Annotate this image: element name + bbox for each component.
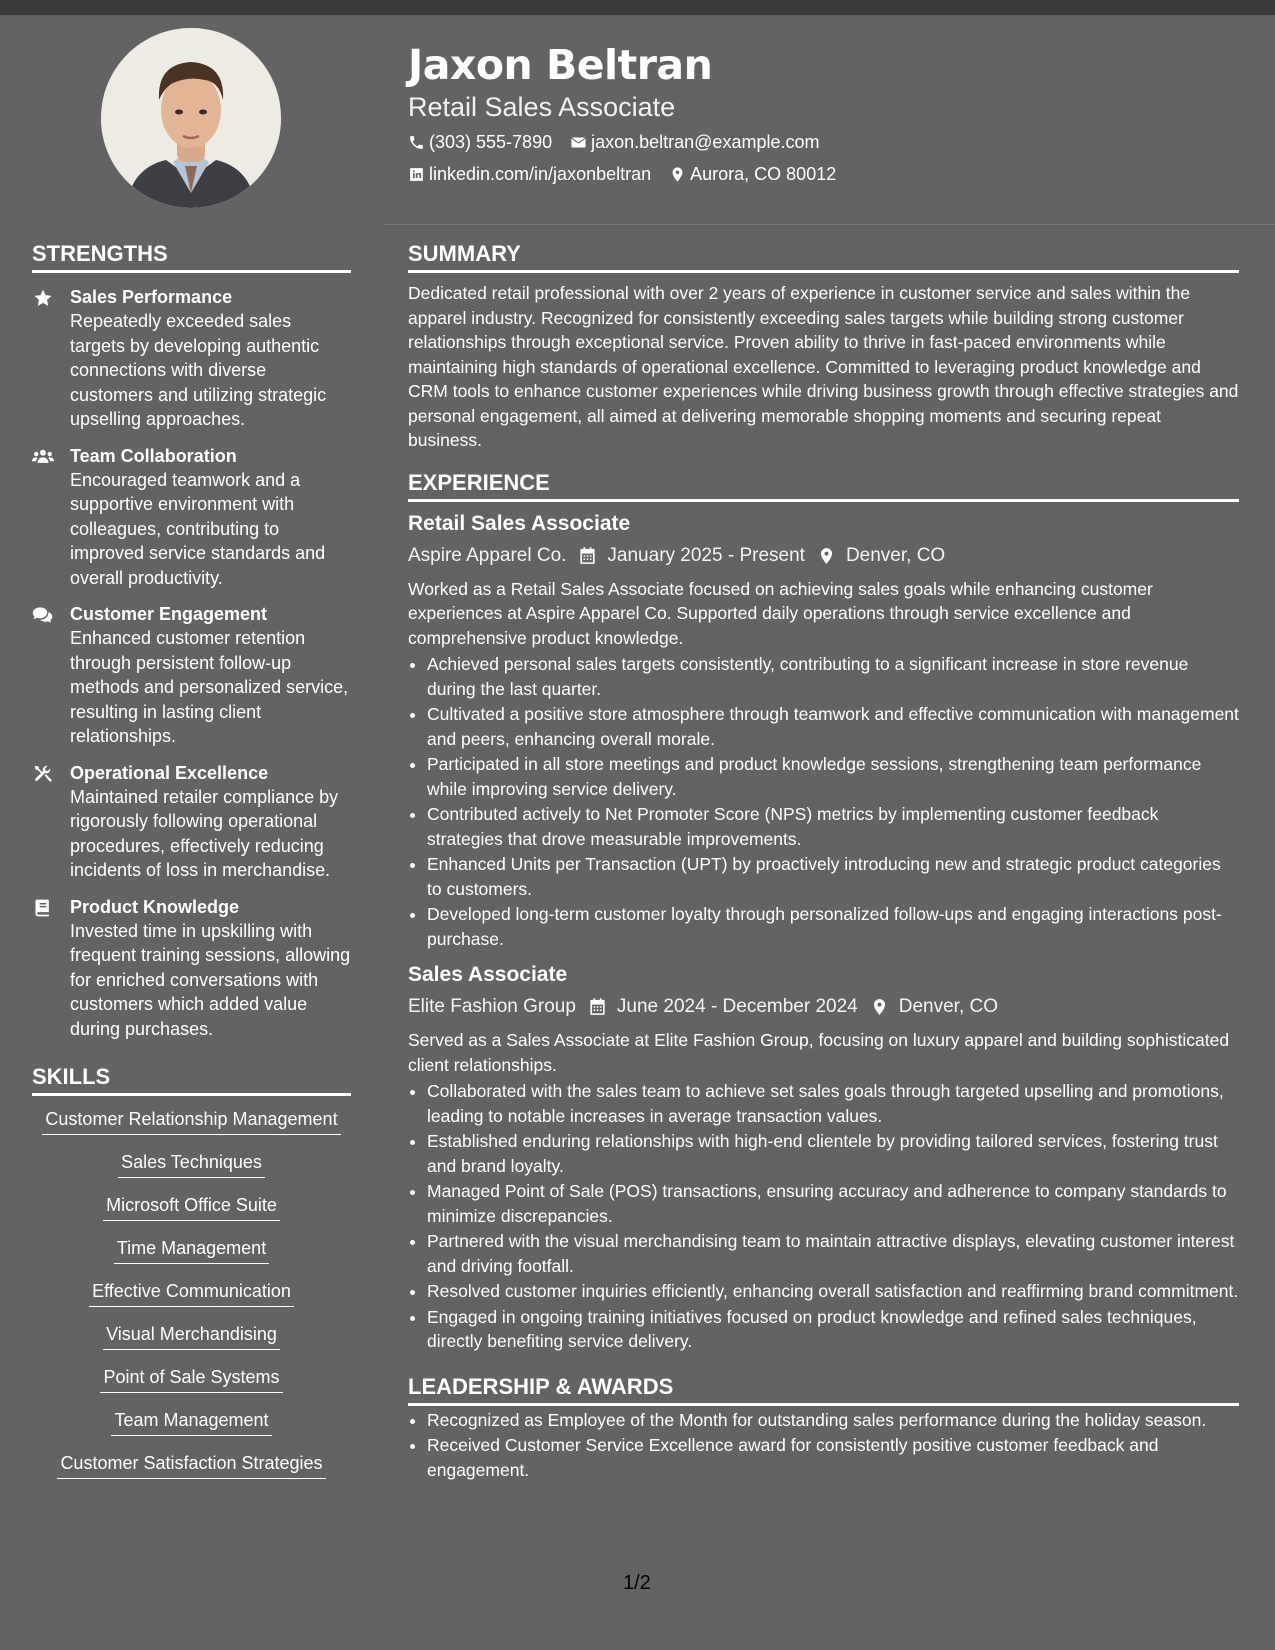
bullet-item: • Managed Point of Sale (POS) transactions, ensuring accuracy and adherence to company standards to minimize discrepancies. <box>427 1179 1239 1228</box>
strength-item <box>32 895 351 1042</box>
comments-icon <box>32 605 54 625</box>
phone-contact[interactable] <box>408 130 552 154</box>
linkedin-contact[interactable] <box>408 162 651 186</box>
job-location: Denver, CO <box>870 994 998 1020</box>
strength-item <box>32 285 351 432</box>
award-item: • Received Customer Service Excellence award for consistently positive customer feedback and engagement. <box>427 1433 1239 1482</box>
map-pin-icon <box>669 166 686 183</box>
skill-list <box>32 1107 351 1494</box>
users-icon <box>32 447 54 467</box>
map-pin-icon <box>870 997 889 1017</box>
job-description: Served as a Sales Associate at Elite Fashion Group, focusing on luxury apparel and building sophisticated client relationships. <box>408 1030 1230 1075</box>
skill-tag: Sales Techniques <box>118 1150 265 1178</box>
job-bullets <box>408 652 1239 951</box>
strength-desc: Maintained retailer compliance by rigorously following operational procedures, effectively reducing incidents of loss in merchandise. <box>70 786 339 880</box>
skill-tag: Microsoft Office Suite <box>103 1193 280 1221</box>
contact-row-1 <box>408 130 1248 154</box>
page-number: 1/2 <box>623 1572 651 1594</box>
job-description: Worked as a Retail Sales Associate focused on achieving sales goals while enhancing customer experiences at Aspire Apparel Co. Supported daily operations through service excellence and comprehensive product knowledge. <box>408 578 1153 648</box>
candidate-name: Jaxon Beltran <box>408 41 713 89</box>
strength-item <box>32 444 351 591</box>
leadership-heading: LEADERSHIP & AWARDS <box>408 1373 1239 1406</box>
phone-text: (303) 555-7890 <box>429 132 553 152</box>
job-meta <box>408 994 1239 1020</box>
bullet-item: • Achieved personal sales targets consistently, contributing to a significant increase in store revenue during the last quarter. <box>427 652 1239 701</box>
skill-tag: Time Management <box>114 1236 269 1264</box>
skill-tag: Point of Sale Systems <box>100 1365 282 1393</box>
bullet-item: • Partnered with the visual merchandising team to maintain attractive displays, elevating customer interest and driving footfall. <box>427 1229 1239 1278</box>
skill-tag: Customer Satisfaction Strategies <box>57 1451 325 1479</box>
leadership-list <box>408 1408 1239 1483</box>
job-company: Aspire Apparel Co. <box>408 544 567 566</box>
calendar-icon <box>578 546 597 566</box>
experience-heading: EXPERIENCE <box>408 469 1239 502</box>
calendar-icon <box>588 997 607 1017</box>
job-dates: June 2024 - December 2024 <box>588 994 858 1020</box>
summary-text: Dedicated retail professional with over 2 years of experience in customer service and sales within the apparel industry. Recognized for consistently exceeding sales targets while building strong customer relationships through exceptional service. Proven ability to thrive in fast-paced environments while maintaining high standards of operational excellence. Committed to leveraging product knowledge and CRM tools to enhance customer experiences while driving business growth through effective strategies and personal engagement, all aimed at delivering memorable shopping moments and securing repeat business. <box>408 283 1239 450</box>
strength-desc: Enhanced customer retention through persistent follow-up methods and personalized service, resulting in lasting client relationships. <box>70 628 349 746</box>
skill-tag: Customer Relationship Management <box>42 1107 340 1135</box>
award-item: • Recognized as Employee of the Month for outstanding sales performance during the holiday season. <box>427 1408 1239 1433</box>
bullet-item: • Cultivated a positive store atmosphere through teamwork and effective communication with management and peers, enhancing overall morale. <box>427 702 1239 751</box>
envelope-icon <box>570 134 587 151</box>
job-location: Denver, CO <box>817 543 945 569</box>
strengths-heading: STRENGTHS <box>32 240 351 273</box>
strength-title: Sales Performance <box>70 287 233 307</box>
star-icon <box>32 288 54 308</box>
strength-desc: Encouraged teamwork and a supportive environment with colleagues, contributing to improved service standards and overall productivity. <box>70 469 326 588</box>
strength-title: Product Knowledge <box>70 896 240 917</box>
summary-heading: SUMMARY <box>408 240 1239 273</box>
skill-tag: Team Management <box>111 1408 271 1436</box>
bullet-item: • Developed long-term customer loyalty through personalized follow-ups and engaging interactions post-purchase. <box>427 902 1239 951</box>
candidate-title: Retail Sales Associate <box>408 92 676 122</box>
bullet-item: • Resolved customer inquiries efficiently, enhancing overall satisfaction and reaffirming brand commitment. <box>427 1279 1239 1304</box>
bullet-item: • Participated in all store meetings and product knowledge sessions, strengthening team performance while improving service delivery. <box>427 752 1239 801</box>
skill-tag: Effective Communication <box>89 1279 294 1307</box>
bullet-item: • Enhanced Units per Transaction (UPT) by proactively introducing new and strategic product categories to customers. <box>427 852 1239 901</box>
strength-item <box>32 761 351 883</box>
bullet-item: • Established enduring relationships with high-end clientele by providing tailored services, fostering trust and brand loyalty. <box>427 1129 1239 1178</box>
resume-header <box>408 40 1248 186</box>
linkedin-icon <box>408 166 425 183</box>
map-pin-icon <box>817 546 836 566</box>
email-text: jaxon.beltran@example.com <box>591 132 820 152</box>
tools-icon <box>32 764 54 784</box>
linkedin-text: linkedin.com/in/jaxonbeltran <box>429 164 652 184</box>
strength-desc: Invested time in upskilling with frequent training sessions, allowing for enriched conversations with customers which added value during purchases. <box>70 920 351 1039</box>
right-column <box>408 240 1239 1483</box>
job-title: Retail Sales Associate <box>408 511 631 535</box>
job-dates: January 2025 - Present <box>578 543 805 569</box>
bullet-item: • Engaged in ongoing training initiatives focused on product knowledge and refined sales techniques, directly benefiting service delivery. <box>427 1305 1239 1354</box>
job-entry <box>408 510 1239 952</box>
job-bullets <box>408 1079 1239 1354</box>
job-company: Elite Fashion Group <box>408 996 576 1017</box>
job-entry <box>408 961 1239 1354</box>
contact-row-2 <box>408 162 1248 186</box>
location-contact <box>669 162 836 186</box>
job-meta <box>408 543 1239 569</box>
profile-photo <box>101 28 281 208</box>
bullet-item: • Collaborated with the sales team to achieve set sales goals through targeted upselling and promotions, leading to notable increases in average transaction values. <box>427 1079 1239 1128</box>
skills-heading: SKILLS <box>32 1063 351 1096</box>
strength-desc: Repeatedly exceeded sales targets by developing authentic connections with diverse customers and utilizing strategic upselling approaches. <box>70 311 327 429</box>
phone-icon <box>408 134 425 151</box>
job-title: Sales Associate <box>408 963 568 986</box>
left-column <box>32 240 351 1494</box>
strength-title: Operational Excellence <box>70 762 269 783</box>
bullet-item: • Contributed actively to Net Promoter Score (NPS) metrics by implementing customer feedback strategies that drove measurable improvements. <box>427 802 1239 851</box>
strength-item <box>32 602 351 749</box>
email-contact[interactable] <box>570 130 819 154</box>
strength-title: Team Collaboration <box>70 445 237 466</box>
header-divider <box>383 224 1275 225</box>
location-text: Aurora, CO 80012 <box>690 164 837 184</box>
strength-title: Customer Engagement <box>70 604 268 624</box>
skill-tag: Visual Merchandising <box>103 1322 280 1350</box>
book-icon <box>32 898 54 918</box>
top-bar <box>0 0 1275 15</box>
